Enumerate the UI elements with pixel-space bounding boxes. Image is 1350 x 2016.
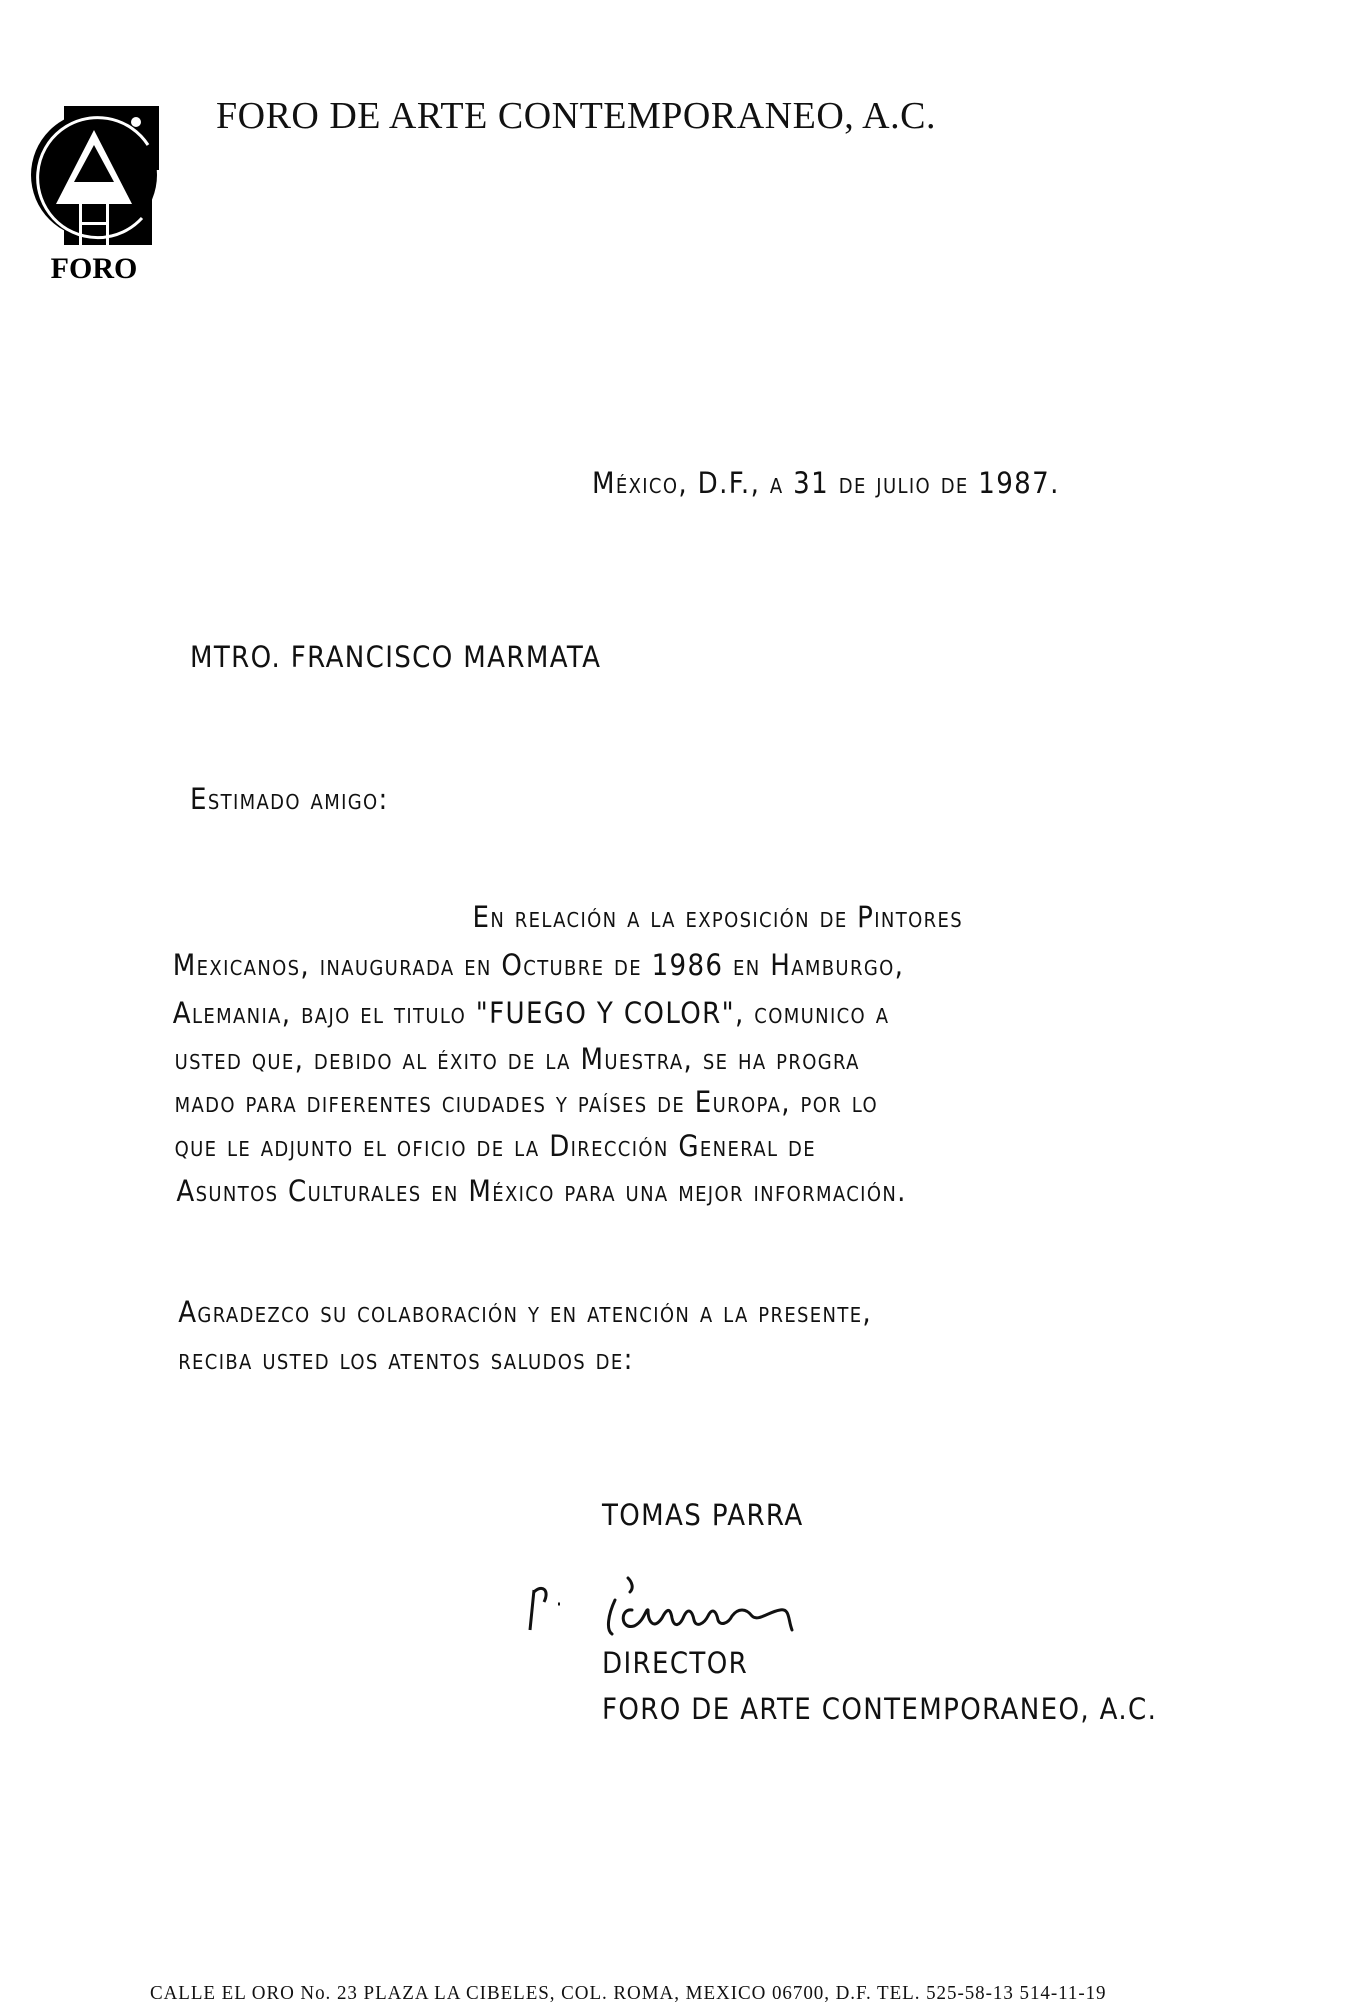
recipient: MTRO. FRANCISCO MARMATA [190, 640, 602, 674]
body-line: usted que, debido al éxito de la Muestra, se ha progra [174, 1042, 860, 1076]
body-line: Mexicanos, inaugurada en Octubre de 1986 en Hamburgo, [172, 948, 905, 982]
footer-address: CALLE EL ORO No. 23 PLAZA LA CIBELES, COL. ROMA, MEXICO 06700, D.F. TEL. 525-58-13 514-11-19 [150, 1982, 1107, 2004]
closing-line: Agradezco su colaboración y en atención a la presente, [178, 1295, 873, 1329]
signatory-organization: FORO DE ARTE CONTEMPORANEO, A.C. [602, 1692, 1158, 1726]
body-line: mado para diferentes ciudades y países de Europa, por lo [174, 1085, 878, 1119]
svg-text:FORO: FORO [50, 252, 138, 285]
body-line: En relación a la exposición de Pintores [472, 900, 963, 934]
date-line: México, D.F., a 31 de julio de 1987. [592, 466, 1060, 500]
body-line: Asuntos Culturales en México para una mejor información. [176, 1174, 907, 1208]
signature [520, 1560, 1000, 1655]
signatory-name: TOMAS PARRA [602, 1498, 804, 1532]
handwritten-signature-icon [520, 1560, 1000, 1650]
body-line: que le adjunto el oficio de la Dirección General de [174, 1129, 816, 1163]
signatory-title: DIRECTOR [602, 1646, 749, 1680]
body-line: Alemania, bajo el titulo "FUEGO Y COLOR", comunico a [172, 996, 890, 1030]
foro-logo-icon [24, 100, 169, 290]
organization-name: FORO DE ARTE CONTEMPORANEO, A.C. [216, 95, 936, 137]
closing-line: reciba usted los atentos saludos de: [178, 1342, 634, 1376]
letterhead-logo [24, 100, 169, 290]
salutation: Estimado amigo: [190, 782, 389, 816]
